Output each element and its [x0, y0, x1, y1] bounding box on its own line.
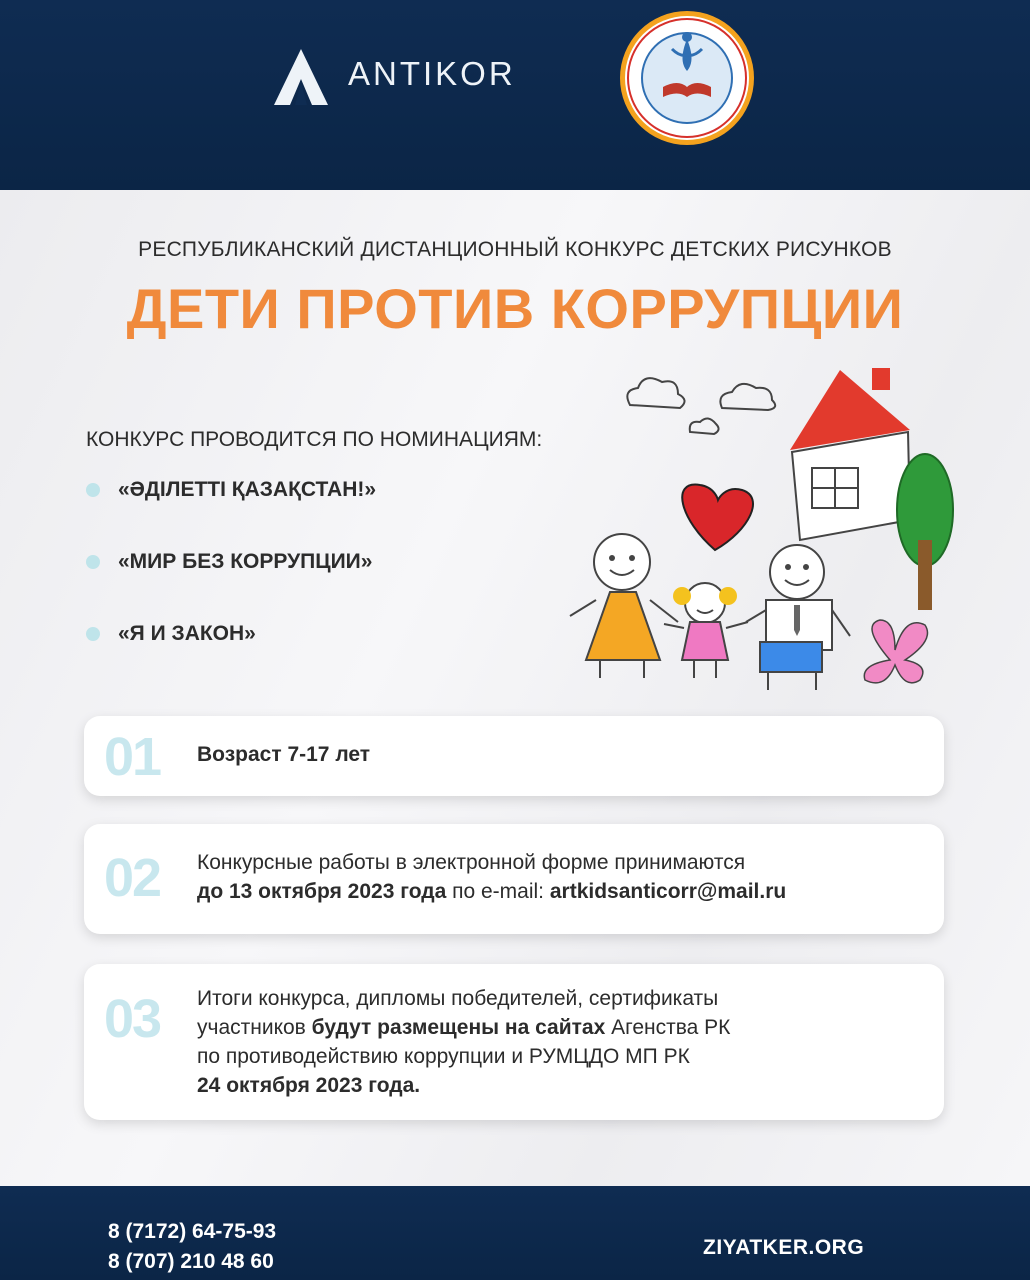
- nomination-item: [86, 475, 376, 505]
- antikor-logo-icon: [274, 49, 328, 105]
- nomination-item: [86, 547, 372, 577]
- antikor-logo-text: ANTIKOR: [348, 55, 516, 92]
- bullet-dot-icon: [86, 555, 100, 569]
- nominations-heading: КОНКУРС ПРОВОДИТСЯ ПО НОМИНАЦИЯМ:: [86, 428, 543, 451]
- card-line: Конкурсные работы в электронной форме принимаются: [197, 851, 746, 874]
- seal-emblem-icon: [618, 9, 756, 147]
- card-line: Итоги конкурса, дипломы победителей, сертификаты: [197, 987, 719, 1010]
- card-number: 03: [104, 989, 161, 1049]
- nomination-label: «Я И ЗАКОН»: [118, 622, 256, 645]
- info-card-results: [84, 964, 944, 1120]
- bullet-dot-icon: [86, 627, 100, 641]
- card-text-fragment: по e-mail:: [446, 880, 550, 903]
- card-line: [197, 1013, 730, 1042]
- info-card-age: [84, 716, 944, 796]
- header-bar: [0, 0, 1030, 190]
- card-line: по противодействию коррупции и РУМЦДО МП РК: [197, 1045, 690, 1068]
- card-text: [197, 984, 730, 1100]
- phone-number[interactable]: 8 (707) 210 48 60: [108, 1250, 274, 1273]
- nomination-item: [86, 619, 256, 649]
- website-link[interactable]: ZIYATKER.ORG: [703, 1236, 865, 1259]
- bullet-dot-icon: [86, 483, 100, 497]
- card-text: [197, 848, 786, 906]
- info-card-deadline: [84, 824, 944, 934]
- card-text: [197, 740, 370, 769]
- heart-icon: [682, 485, 753, 550]
- card-text-bold: будут размещены на сайтах: [311, 1016, 606, 1039]
- deadline-date: до 13 октября 2023 года: [197, 880, 447, 903]
- card-number: 02: [104, 848, 161, 908]
- card-number: 01: [104, 727, 161, 787]
- butterfly-icon: [864, 620, 927, 683]
- phone-number[interactable]: 8 (7172) 64-75-93: [108, 1220, 277, 1243]
- age-text: Возраст 7-17 лет: [197, 743, 371, 766]
- cloud-icon: [720, 384, 775, 410]
- cloud-icon: [690, 418, 719, 434]
- house-icon: [792, 432, 910, 540]
- girl-figure: [685, 583, 725, 623]
- email-link[interactable]: artkidsanticorr@mail.ru: [549, 880, 787, 903]
- father-figure: [770, 545, 824, 599]
- nomination-label: «МИР БЕЗ КОРРУПЦИИ»: [118, 550, 373, 573]
- card-text-fragment: участников: [197, 1016, 312, 1039]
- mother-figure: [594, 534, 650, 590]
- card-line: [197, 877, 786, 906]
- contest-subtitle: РЕСПУБЛИКАНСКИЙ ДИСТАНЦИОННЫЙ КОНКУРС ДЕТСКИХ РИСУНКОВ: [138, 238, 892, 261]
- card-line: 24 октября 2023 года.: [197, 1074, 421, 1097]
- children-drawing-illustration: [560, 360, 960, 700]
- cloud-icon: [627, 378, 684, 408]
- card-text-fragment: Агенства РК: [605, 1016, 731, 1039]
- nomination-label: «ӘДІЛЕТТІ ҚАЗАҚСТАН!»: [118, 478, 377, 501]
- contest-title: ДЕТИ ПРОТИВ КОРРУПЦИИ: [126, 277, 904, 340]
